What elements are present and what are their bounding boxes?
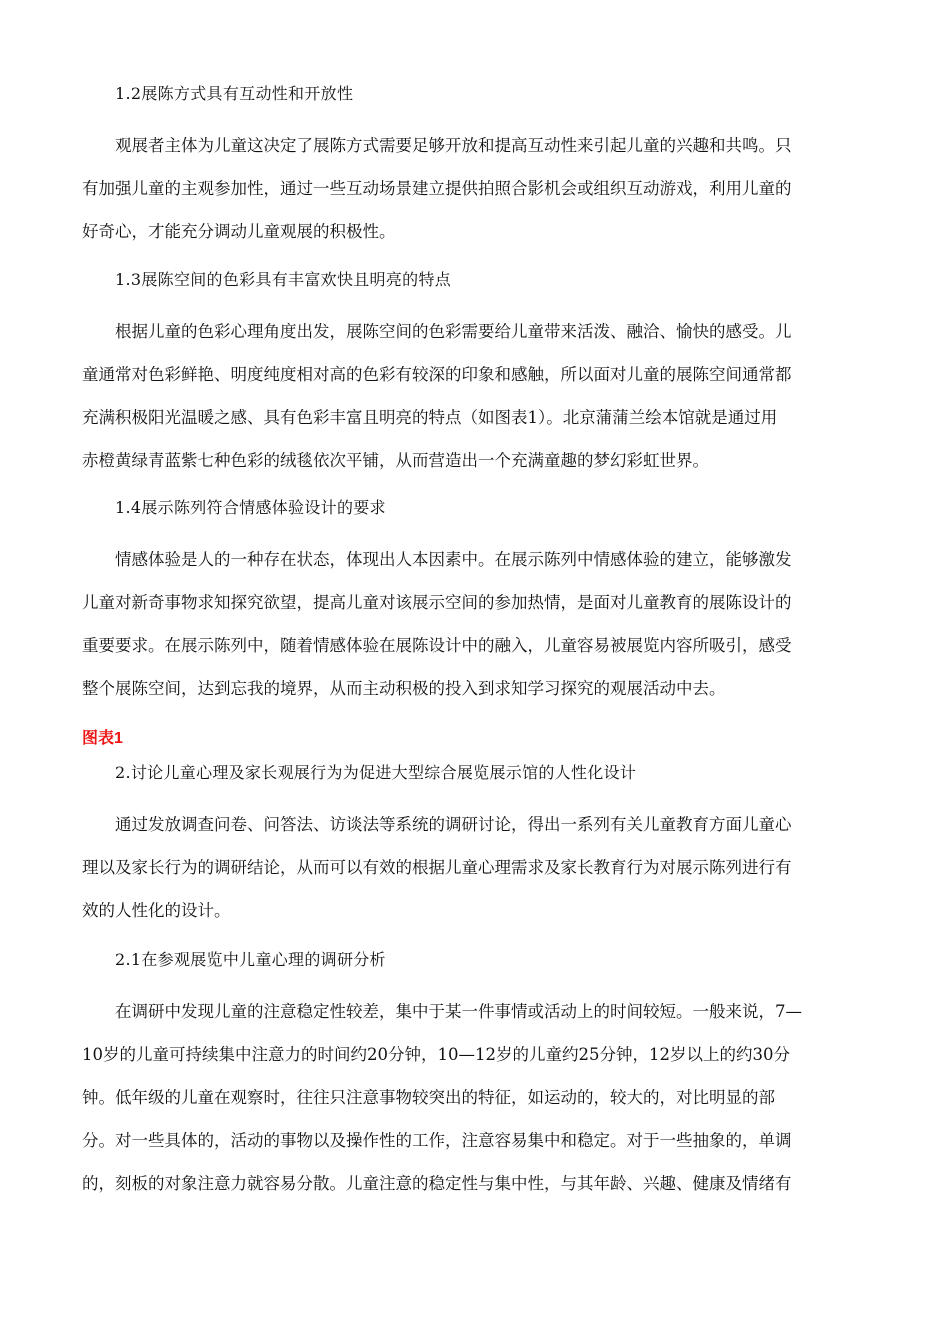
paragraph-1-4	[82, 538, 870, 710]
paragraph-line: 根据儿童的色彩心理角度出发，展陈空间的色彩需要给儿童带来活泼、融洽、愉快的感受。儿	[115, 322, 792, 341]
section-heading-1-2: 1.2展陈方式具有互动性和开放性	[115, 84, 354, 103]
paragraph-line: 的，刻板的对象注意力就容易分散。儿童注意的稳定性与集中性，与其年龄、兴趣、健康及情绪有	[82, 1174, 792, 1193]
paragraph-1-3	[82, 310, 870, 482]
paragraph-line: 理以及家长行为的调研结论，从而可以有效的根据儿童心理需求及家长教育行为对展示陈列进行有	[82, 858, 792, 877]
paragraph-line: 在调研中发现儿童的注意稳定性较差，集中于某一件事情或活动上的时间较短。一般来说，7—	[115, 1002, 802, 1021]
paragraph-line: 童通常对色彩鲜艳、明度纯度相对高的色彩有较深的印象和感触，所以面对儿童的展陈空间通常都	[82, 365, 792, 384]
section-heading-1-4: 1.4展示陈列符合情感体验设计的要求	[115, 498, 386, 517]
paragraph-2	[82, 803, 870, 932]
paragraph-1-2	[82, 124, 870, 253]
paragraph-2-1	[82, 990, 870, 1205]
section-heading-1-3: 1.3展陈空间的色彩具有丰富欢快且明亮的特点	[115, 270, 452, 289]
paragraph-line: 赤橙黄绿青蓝紫七种色彩的绒毯依次平铺，从而营造出一个充满童趣的梦幻彩虹世界。	[82, 451, 709, 470]
paragraph-line: 整个展陈空间，达到忘我的境界，从而主动积极的投入到求知学习探究的观展活动中去。	[82, 679, 726, 698]
paragraph-line: 效的人性化的设计。	[82, 901, 231, 920]
paragraph-line: 有加强儿童的主观参加性，通过一些互动场景建立提供拍照合影机会或组织互动游戏，利用儿童的	[82, 179, 792, 198]
paragraph-line: 分。对一些具体的，活动的事物以及操作性的工作，注意容易集中和稳定。对于一些抽象的，单调	[82, 1131, 792, 1150]
paragraph-line: 充满积极阳光温暖之感、具有色彩丰富且明亮的特点（如图表1）。北京蒲蒲兰绘本馆就是通过用	[82, 408, 778, 427]
paragraph-line: 好奇心，才能充分调动儿童观展的积极性。	[82, 222, 396, 241]
paragraph-line: 情感体验是人的一种存在状态，体现出人本因素中。在展示陈列中情感体验的建立，能够激发	[115, 550, 792, 569]
section-heading-2: 2.讨论儿童心理及家长观展行为为促进大型综合展览展示馆的人性化设计	[115, 763, 637, 782]
figure-label: 图表1	[82, 730, 123, 747]
paragraph-line: 儿童对新奇事物求知探究欲望，提高儿童对该展示空间的参加热情，是面对儿童教育的展陈设计的	[82, 593, 792, 612]
paragraph-line: 观展者主体为儿童这决定了展陈方式需要足够开放和提高互动性来引起儿童的兴趣和共鸣。只	[115, 136, 792, 155]
paragraph-line: 重要要求。在展示陈列中，随着情感体验在展陈设计中的融入，儿童容易被展览内容所吸引，感受	[82, 636, 792, 655]
section-heading-2-1: 2.1在参观展览中儿童心理的调研分析	[115, 950, 386, 969]
paragraph-line: 通过发放调查问卷、问答法、访谈法等系统的调研讨论，得出一系列有关儿童教育方面儿童心	[115, 815, 792, 834]
paragraph-line: 钟。低年级的儿童在观察时，往往只注意事物较突出的特征，如运动的，较大的，对比明显的部	[82, 1088, 775, 1107]
paragraph-line: 10岁的儿童可持续集中注意力的时间约20分钟，10—12岁的儿童约25分钟，12岁以上的约30分	[82, 1045, 790, 1064]
